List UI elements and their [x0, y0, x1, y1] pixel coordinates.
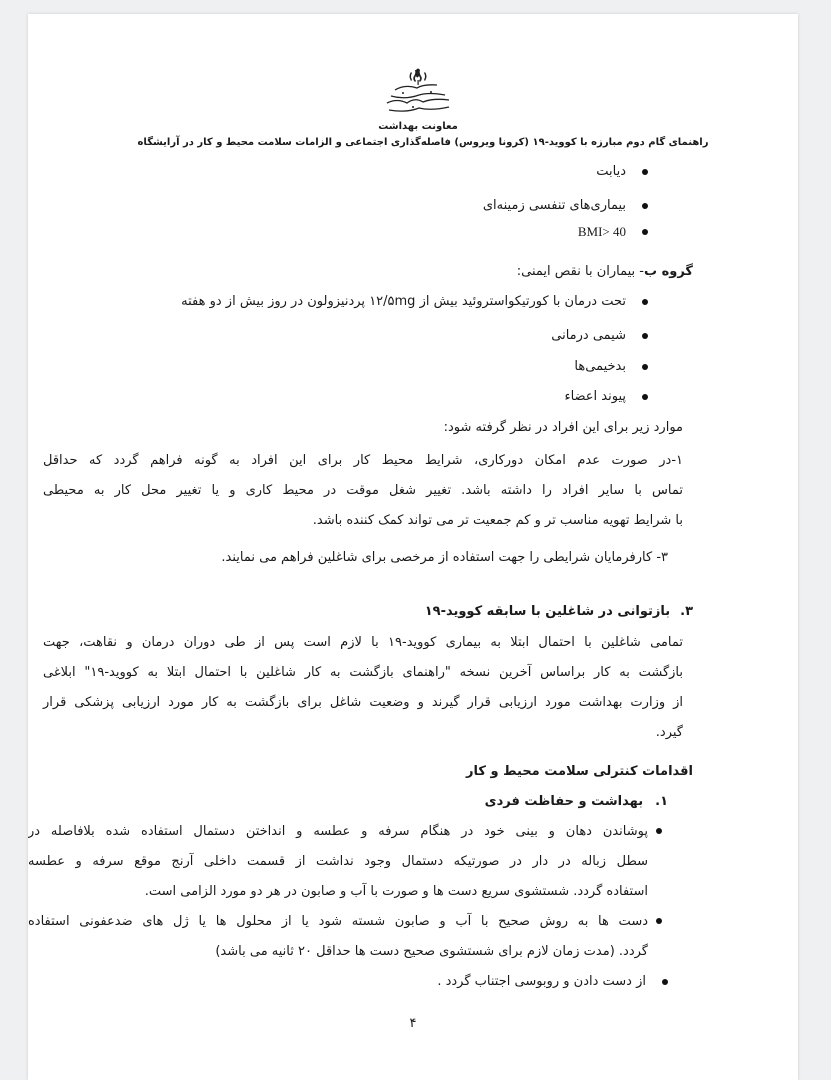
text-line: گردد. (مدت زمان لازم برای شستشوی صحیح دست ها حداقل ۲۰ ثانیه می باشد) [215, 944, 648, 959]
text-line: ۱-در صورت عدم امکان دورکاری، شرایط محیط کار برای این افراد به گونه فراهم گردد که حداقل [43, 453, 683, 468]
bullet-icon [642, 203, 648, 209]
subsection-number: ۱. [655, 794, 668, 809]
text-line: گیرد. [655, 725, 683, 740]
list-item [437, 974, 668, 989]
bullet-icon [656, 828, 662, 834]
group-b-heading [517, 264, 693, 279]
bullet-icon [642, 394, 648, 400]
text-line: دست ها به روش صحیح با آب و صابون شسته شود یا از محلول ها یا ژل های ضدعفونی استفاده [28, 914, 648, 929]
bullet-icon [642, 364, 648, 370]
list-item-text: تحت درمان با کورتیکواستروئید بیش از ۱۲/۵mg پردنیزولون در روز بیش از دو هفته [181, 294, 626, 309]
list-item [596, 164, 648, 179]
text-line: سطل زباله در دار در صورتیکه دستمال وجود نداشت از قسمت داخلی آرنج موقع سرفه و عطسه [28, 854, 648, 869]
list-item-text: بدخیمی‌ها [574, 359, 626, 374]
list-item-text: BMI> 40 [577, 224, 626, 239]
control-bullet-1 [28, 817, 648, 907]
ministry-emblem [383, 66, 453, 118]
controls-heading: اقدامات کنترلی سلامت محیط و کار [466, 764, 693, 779]
list-item-text: بیماری‌های تنفسی زمینه‌ای [482, 198, 626, 213]
consideration-item-3: ۳- کارفرمایان شرایطی را جهت استفاده از مرخصی برای شاغلین فراهم می نمایند. [221, 550, 668, 565]
bullet-icon [642, 333, 648, 339]
group-b-label: گروه ب [644, 264, 693, 279]
section-number: ۳. [680, 604, 693, 619]
section-3-heading [425, 604, 693, 619]
document-page [28, 14, 798, 1080]
consideration-item-1 [43, 446, 683, 536]
page-number: ۴ [409, 1016, 417, 1031]
list-item [181, 294, 648, 309]
text-line: تمامی شاغلین با احتمال ابتلا به بیماری کووید-۱۹ با لازم است پس از طی دوران درمان و نقاهت، جهت [43, 635, 683, 650]
list-item [574, 359, 648, 374]
list-item-text: دیابت [596, 164, 626, 179]
list-item [483, 198, 648, 213]
list-item [578, 224, 648, 240]
bullet-icon [642, 229, 648, 235]
section-3-body [43, 628, 683, 748]
text-line: تماس با سایر افراد را داشته باشد. تغییر شغل موقت در محیط کاری و یا تغییر محل کار به محیطی [43, 483, 683, 498]
bullet-icon [656, 918, 662, 924]
text-line: پوشاندن دهان و بینی خود در هنگام سرفه و عطسه و انداختن دستمال استفاده شده بلافاصله در [28, 824, 648, 839]
list-item-text: پیوند اعضاء [564, 389, 626, 404]
bullet-icon [662, 979, 668, 985]
subsection-title: بهداشت و حفاظت فردی [484, 794, 644, 809]
bullet-icon [642, 169, 648, 175]
list-item [564, 389, 648, 404]
text-line: با شرایط تهویه مناسب تر و کم جمعیت تر می تواند کمک کننده باشد. [312, 513, 683, 528]
list-item [551, 328, 648, 343]
section-title: بازتوانی در شاغلین با سابقه کووید-۱۹ [424, 604, 671, 619]
group-b-description: - بیماران با نقص ایمنی: [516, 264, 644, 279]
considerations-intro: موارد زیر برای این افراد در نظر گرفته شود: [443, 420, 683, 435]
text-line: بازگشت به کار براساس آخرین نسخه "راهنمای بازگشت به کار شاغلین با احتمال ابتلا به کووید-۱۹" ابلاغی [43, 665, 684, 680]
document-title: راهنمای گام دوم مبارزه با کووید-۱۹ (کرونا ویروس) فاصله‌گذاری اجتماعی و الزامات سلامت محیط و کار در آرایشگاه [137, 137, 709, 148]
control-bullet-2 [28, 907, 648, 967]
list-item-text: از دست دادن و روبوسی اجتناب گردد . [437, 974, 646, 989]
bullet-icon [642, 299, 648, 305]
list-item-text: شیمی درمانی [551, 328, 626, 343]
text-line: از وزارت بهداشت مورد ارزیابی قرار گیرند و وضعیت شاغل برای بازگشت به کار مورد ارزیابی پزشکی قرار [43, 695, 683, 710]
text-line: استفاده گردد. شستشوی سریع دست ها و صورت با آب و صابون در هر دو مورد الزامی است. [144, 884, 648, 899]
controls-subheading [485, 794, 668, 809]
department-name: معاونت بهداشت [378, 121, 458, 132]
